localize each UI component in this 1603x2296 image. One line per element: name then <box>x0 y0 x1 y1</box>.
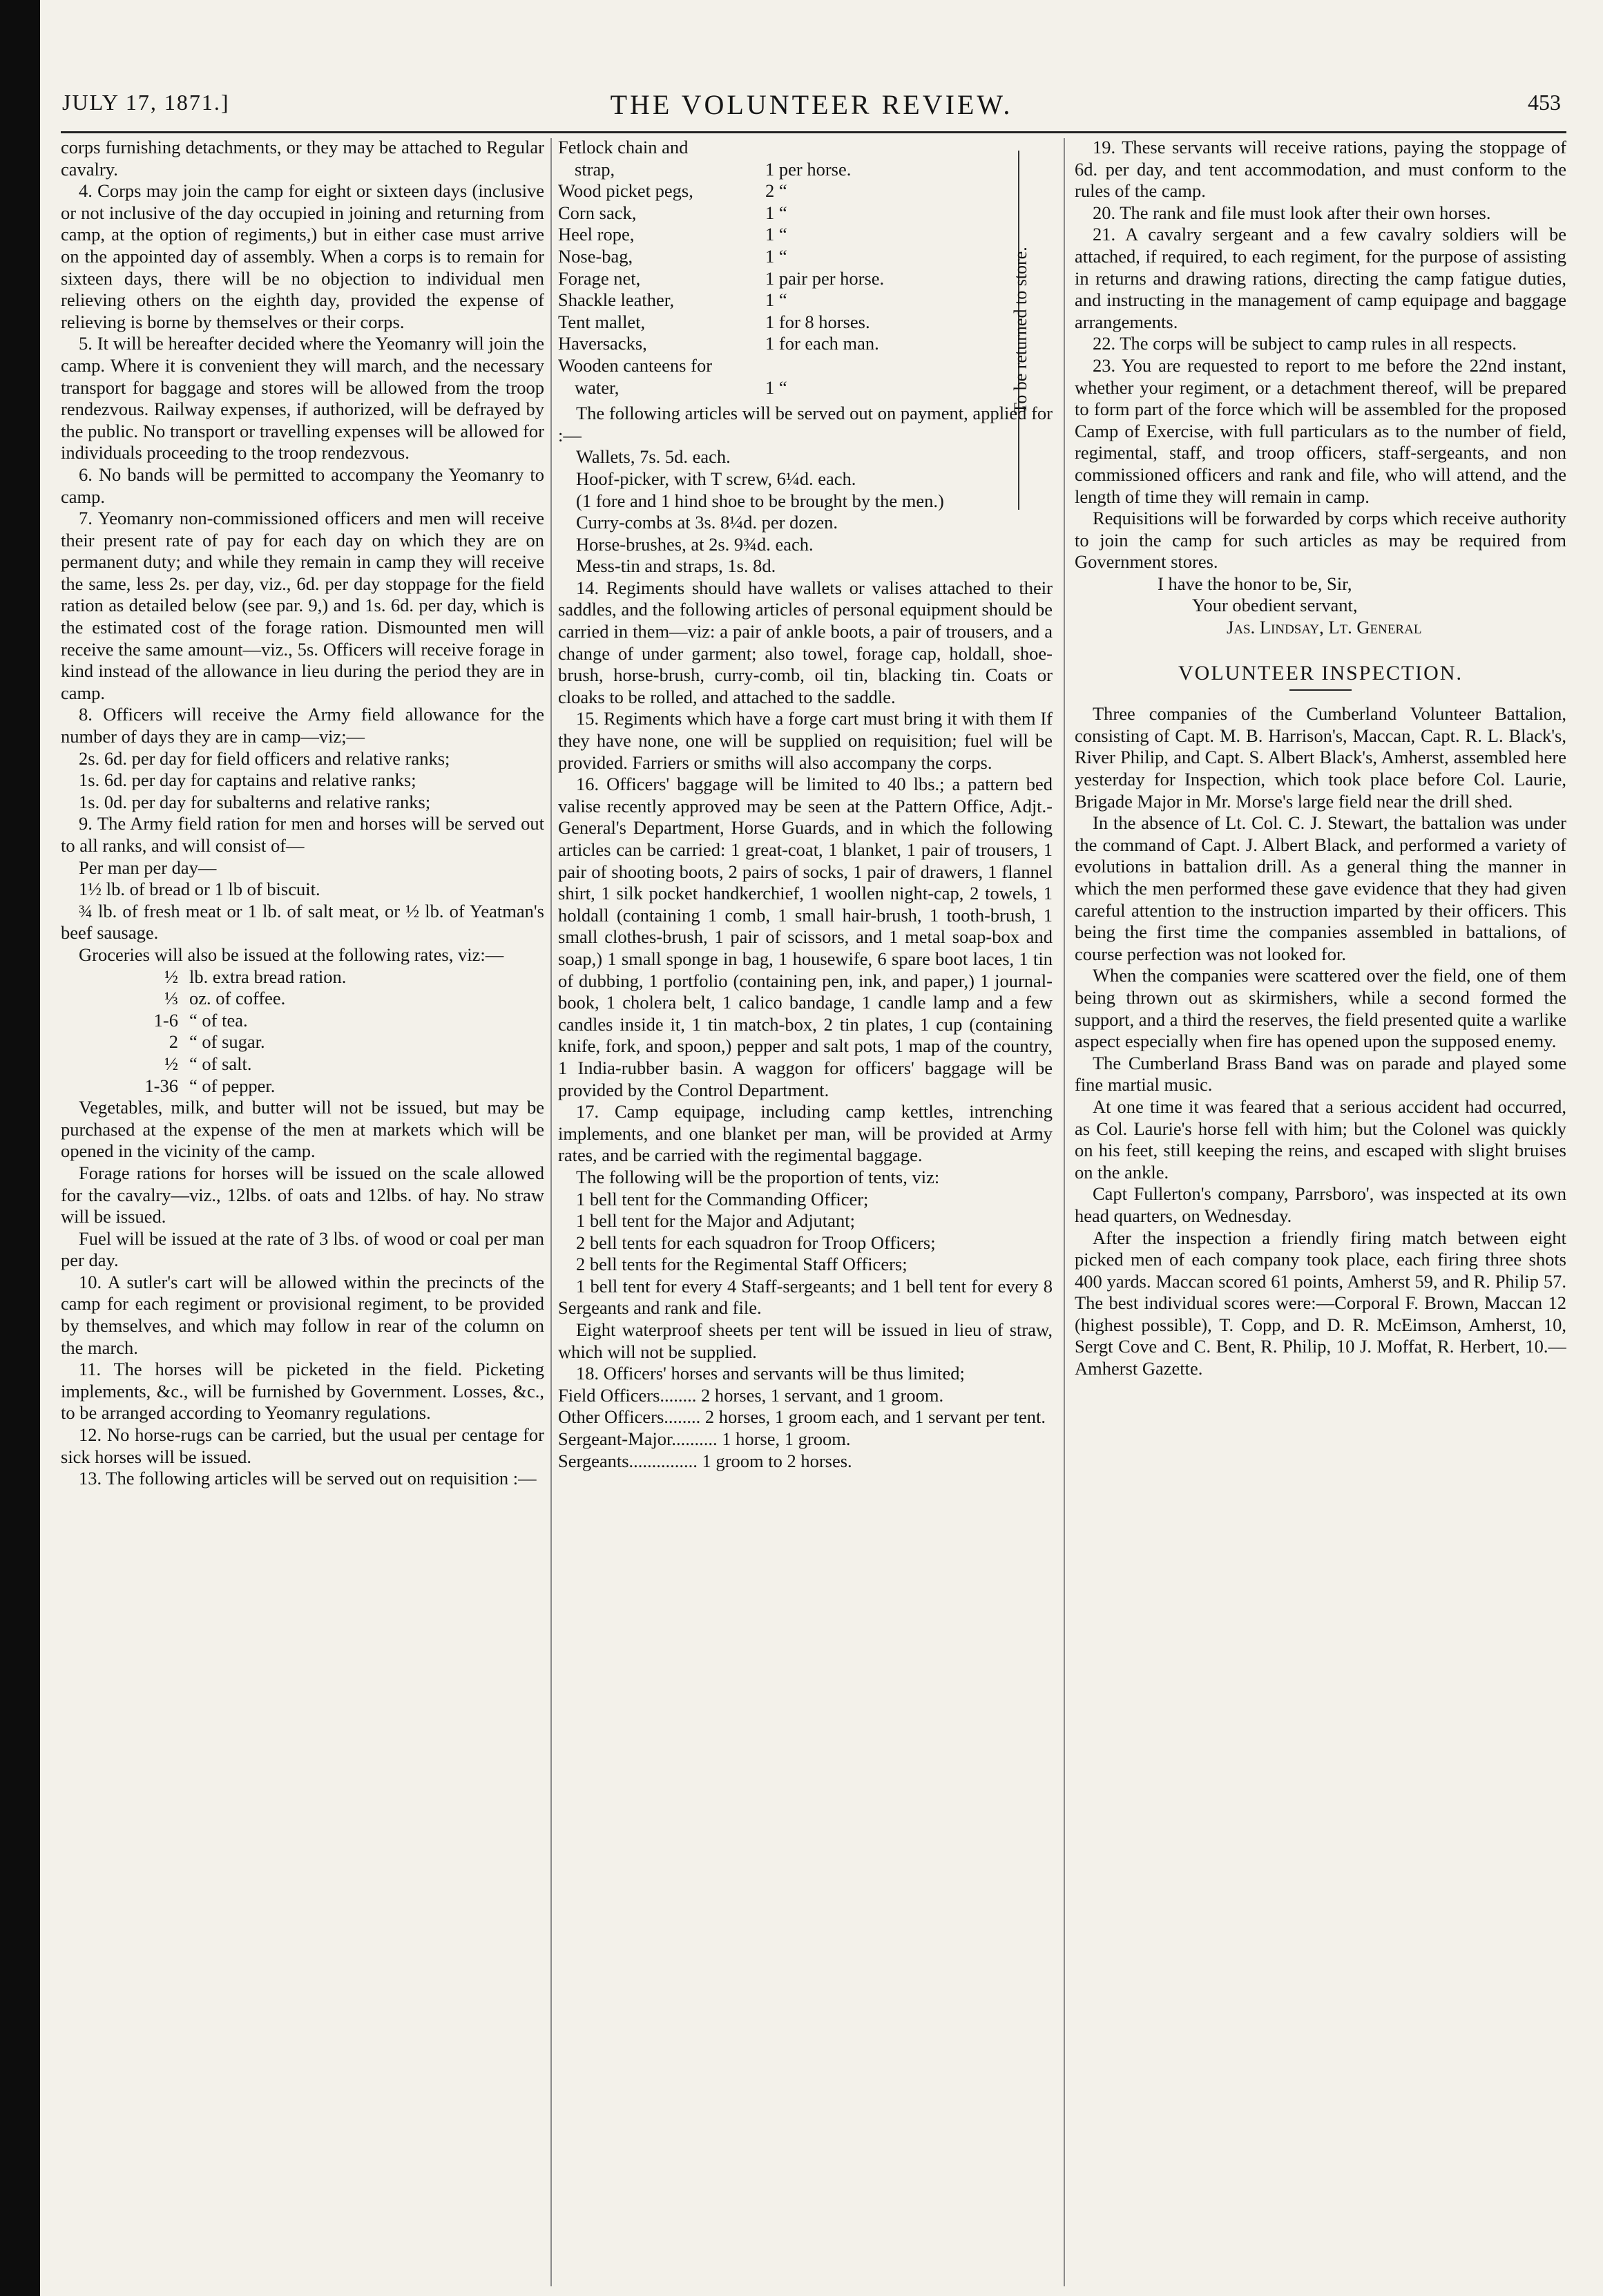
signature-line: I have the honor to be, Sir, <box>1158 573 1352 594</box>
paragraph: The Cumberland Brass Band was on parade and played some fine martial music. <box>1075 1052 1566 1096</box>
paragraph: Capt Fullerton's company, Parrsboro', was inspected at its own head quarters, on Wednesday. <box>1075 1183 1566 1226</box>
paragraph-7: 7. Yeomanry non-commissioned officers and men will receive their present rate of pay for each day on which they are on permanent duty; and while they remain in camp they will receive the same, less 2s. per day, viz., 6d. per day stoppage for the field ration as detailed below (see par. 9,) and 1s. 6d. per day, which is the estimated cost of the forage ration. Dismounted men will receive the same amount—viz., 5s. Officers will receive forage in kind instead of the allowance in lieu during the period they are in camp. <box>61 508 544 703</box>
column-1 <box>61 137 544 2271</box>
page-header <box>48 84 1575 126</box>
tent-item: Eight waterproof sheets per tent will be issued in lieu of straw, which will not be supplied. <box>558 1319 1053 1362</box>
paragraph: In the absence of Lt. Col. C. J. Stewart, the battalion was under the command of Capt. J. Albert Black, and performed a variety of evolutions in battalion drill. As a general thing the manner in which the men performed these gave evidence that they had given careful attention to the instruction imparted by their officers. This being the first time the companies assembled in battalions, of course perfection was not looked for. <box>1075 812 1566 964</box>
table-row: Fetlock chain and <box>558 137 689 157</box>
paragraph: Vegetables, milk, and butter will not be issued, but may be purchased at the expense of the men at markets which will be opened in the vicinity of the camp. <box>61 1097 544 1162</box>
signature-name: Jas. Lindsay, Lt. General <box>1227 617 1422 638</box>
masthead-title: THE VOLUNTEER REVIEW. <box>610 89 1013 120</box>
signature-line: Your obedient servant, <box>1192 595 1358 616</box>
paragraph-5: 5. It will be hereafter decided where the Yeomanry will join the camp. Where it is convenient they will march, and the necessary transport for baggage and stores will be allowed from the troop rendezvous. Railway expenses, if authorized, will be defrayed by the public. No transport or travelling expenses will be allowed for individuals proceeding to the troop rendezvous. <box>61 333 544 463</box>
section-title: VOLUNTEER INSPECTION. <box>1178 661 1463 685</box>
header-rule <box>61 131 1566 133</box>
paragraph: At one time it was feared that a serious accident had occurred, as Col. Laurie's horse fell with him; but the Colonel was quickly on his feet, still keeping the reins, and escaped with slight bruises on the ankle. <box>1075 1096 1566 1183</box>
paragraph-22: 22. The corps will be subject to camp rules in all respects. <box>1093 333 1517 354</box>
payment-item: Wallets, 7s. 5d. each. <box>576 446 731 468</box>
paragraph-12: 12. No horse-rugs can be carried, but the usual per centage for sick horses will be issued. <box>61 1424 544 1467</box>
ration-line: Per man per day— <box>79 857 217 878</box>
paragraph: After the inspection a friendly firing match between eight picked men of each company took place, each firing three shots 400 yards. Maccan scored 61 points, Amherst 59, and R. Philip 57. The best individual scores were:—Corporal F. Brown, Maccan 12 (highest possible), T. Copp, and D. R. McEimson, Amherst, 10, Sergt Cove and C. Bent, R. Philip, 10 J. Moffat, R. Herbert, 10.—Amherst Gazette. <box>1075 1227 1566 1379</box>
list-item: ½ “ of salt. <box>164 1053 252 1074</box>
paragraph-8: 8. Officers will receive the Army field allowance for the number of days they are in camp—viz;— <box>61 704 544 747</box>
payment-item: Mess-tin and straps, 1s. 8d. <box>576 555 776 577</box>
servant-item: Other Officers........ 2 horses, 1 groom each, and 1 servant per tent. <box>558 1406 1046 1428</box>
column-2 <box>558 137 1053 2271</box>
column-rule <box>550 138 552 2286</box>
servant-item: Field Officers........ 2 horses, 1 servant, and 1 groom. <box>558 1384 944 1406</box>
paragraph: The following will be the proportion of tents, viz: <box>576 1166 940 1187</box>
paragraph: Fuel will be issued at the rate of 3 lbs. of wood or coal per man per day. <box>61 1227 544 1271</box>
table-row: Nose-bag, 1 “ <box>558 245 787 267</box>
ration-line: Groceries will also be issued at the following rates, viz:— <box>79 944 504 965</box>
stores-brace-note: To be returned to store. <box>1018 151 1047 510</box>
ration-line: ¾ lb. of fresh meat or 1 lb. of salt meat, or ½ lb. of Yeatman's beef sausage. <box>61 900 544 944</box>
list-item: ⅓ oz. of coffee. <box>164 988 286 1009</box>
tent-item: 2 bell tents for the Regimental Staff Officers; <box>576 1254 908 1275</box>
table-row: Haversacks, 1 for each man. <box>558 333 879 354</box>
stores-table <box>558 137 1053 414</box>
list-item: 1-36 “ of pepper. <box>144 1075 276 1096</box>
section-rule <box>1289 689 1352 691</box>
payment-item: Horse-brushes, at 2s. 9¾d. each. <box>576 533 814 555</box>
paragraph-13: 13. The following articles will be served out on requisition :— <box>79 1468 537 1489</box>
table-row: Wooden canteens for <box>558 354 713 376</box>
paragraph-9: 9. The Army field ration for men and horses will be served out to all ranks, and will consist of— <box>61 813 544 856</box>
ration-line: 1½ lb. of bread or 1 lb of biscuit. <box>79 879 320 900</box>
paragraph-19: 19. These servants will receive rations, paying the stoppage of 6d. per day, and tent accommodation, and must conform to the rules of the camp. <box>1075 137 1566 202</box>
paragraph: The following articles will be served out on payment, applied for :— <box>558 403 1053 446</box>
tent-item: 2 bell tents for each squadron for Troop Officers; <box>576 1232 936 1253</box>
paragraph-17: 17. Camp equipage, including camp kettles, intrenching implements, and one blanket per man, will be provided at Army rates, and be carried with the regimental baggage. <box>558 1101 1053 1166</box>
paragraph-11: 11. The horses will be picketed in the field. Picketing implements, &c., will be furnished by Government. Losses, &c., to be arranged according to Yeomanry regulations. <box>61 1359 544 1424</box>
paragraph: Forage rations for horses will be issued on the scale allowed for the cavalry—viz., 12lbs. of oats and 12lbs. of hay. No straw will be issued. <box>61 1162 544 1227</box>
page-number: 453 <box>1528 90 1561 115</box>
table-row: Heel rope, 1 “ <box>558 224 787 245</box>
list-item: 1-6 “ of tea. <box>153 1009 248 1031</box>
list-item: 2 “ of sugar. <box>169 1031 265 1053</box>
table-row: Forage net, 1 pair per horse. <box>558 267 885 289</box>
payment-item: Hoof-picker, with T screw, 6¼d. each. <box>576 468 856 489</box>
paragraph-23: 23. You are requested to report to me before the 22nd instant, whether your regiment, or a detachment thereof, will be prepared to form part of the force which will be assembled for the proposed Camp of Exercise, with full particulars as to the number of field, regimental, staff, and troop officers, staff-sergeants, and non commissioned officers and rank and file, who will attend, and the length of time they will remain in camp. <box>1075 354 1566 507</box>
table-row: water, 1 “ <box>575 376 787 398</box>
column-rule <box>1064 138 1065 2286</box>
paragraph: Three companies of the Cumberland Volunteer Battalion, consisting of Capt. M. B. Harrison's, Maccan, Capt. R. L. Black's, River Philip, and Capt. S. Albert Black's, Amherst, assembled here yesterday for Inspection, which took place before Col. Laurie, Brigade Major in Mr. Morse's large field near the drill shed. <box>1075 703 1566 812</box>
paragraph-16: 16. Officers' baggage will be limited to 40 lbs.; a pattern bed valise recently approved may be seen at the Pattern Office, Adjt.-General's Department, Horse Guards, and in which the following articles can be carried: 1 great-coat, 1 blanket, 1 pair of trousers, 1 pair of shooting boots, 2 pairs of socks, 1 pair of drawers, 1 flannel shirt, 1 silk pocket handkerchief, 1 woollen night-cap, 2 towels, 1 holdall (containing 1 comb, 1 small hair-brush, 1 tooth-brush, 1 small clothes-brush, 1 pair of scissors, and 1 metal soap-box and soap,) 1 small sponge in bag, 1 housewife, 6 spare boot laces, 1 tin of dubbing, 1 portfolio (containing pen, ink, and paper,) 1 journal-book, 1 cholera belt, 1 calico bandage, 1 candle lamp and a few candles inside it, 1 tin match-box, 2 tin plates, 1 cup (containing knife, fork, and spoon,) pepper and salt pots, 1 map of the country, 1 India-rubber basin. A waggon for officers' baggage will be provided by the Control Department. <box>558 774 1053 1100</box>
allowance-line: 1s. 0d. per day for subalterns and relative ranks; <box>79 791 431 812</box>
header-date: JULY 17, 1871.] <box>62 90 230 115</box>
paragraph-4: 4. Corps may join the camp for eight or sixteen days (inclusive or not inclusive of the day occupied in joining and returning from camp, at the option of regiments,) but in either case must arrive on the appointed day of assembly. When a corps is to remain for sixteen days, there will be no objection to individual men relieving others on the eighth day, provided the expense of relieving is borne by themselves or their corps. <box>61 180 544 332</box>
paragraph: corps furnishing detachments, or they may be attached to Regular cavalry. <box>61 137 544 180</box>
servant-item: Sergeant-Major.......... 1 horse, 1 groom. <box>558 1428 851 1450</box>
allowance-line: 1s. 6d. per day for captains and relative ranks; <box>79 769 416 791</box>
paragraph-15: 15. Regiments which have a forge cart must bring it with them If they have none, one will be supplied on requisition; fuel will be provided. Farriers or smiths will also accompany the corps. <box>558 708 1053 773</box>
paragraph-14: 14. Regiments should have wallets or valises attached to their saddles, and the following articles of personal equipment should be carried in them—viz: a pair of ankle boots, a pair of trousers, and a change of under garment; also towel, forage cap, holdall, shoe-brush, horse-brush, curry-comb, oil tin, blacking tin. Coats or cloaks to be rolled, and attached to the saddle. <box>558 577 1053 707</box>
payment-item: (1 fore and 1 hind shoe to be brought by the men.) <box>576 490 944 511</box>
paragraph-10: 10. A sutler's cart will be allowed within the precincts of the camp for each regiment or provisional regiment, to be provided by themselves, and which may follow in rear of the column on the march. <box>61 1271 544 1358</box>
tent-item: 1 bell tent for the Major and Adjutant; <box>576 1210 856 1232</box>
servant-item: Sergeants............... 1 groom to 2 horses. <box>558 1450 852 1471</box>
list-item: ½ lb. extra bread ration. <box>164 966 347 987</box>
table-row: Wood picket pegs, 2 “ <box>558 180 787 202</box>
column-3 <box>1075 137 1566 2271</box>
paragraph-20: 20. The rank and file must look after their own horses. <box>1093 202 1491 223</box>
tent-item: 1 bell tent for the Commanding Officer; <box>576 1188 869 1209</box>
scan-binding-edge <box>0 0 40 2296</box>
table-row: Shackle leather, 1 “ <box>558 289 787 311</box>
paragraph-21: 21. A cavalry sergeant and a few cavalry soldiers will be attached, if required, to each regiment, for the purpose of assisting in returns and drawing rations, directing the camp fatigue duties, and instructing in the management of camp equipage and baggage arrangements. <box>1075 224 1566 332</box>
allowance-line: 2s. 6d. per day for field officers and relative ranks; <box>79 747 450 769</box>
tent-item: 1 bell tent for every 4 Staff-sergeants; and 1 bell tent for every 8 Sergeants and rank and file. <box>558 1275 1053 1319</box>
paragraph: When the companies were scattered over the field, one of them being thrown out as skirmishers, while a second formed the support, and a third the reserves, the field presented quite a warlike aspect especially when fire has opened upon the supposed enemy. <box>1075 965 1566 1052</box>
table-row: strap, 1 per horse. <box>575 158 852 180</box>
paragraph-6: 6. No bands will be permitted to accompany the Yeomanry to camp. <box>61 463 544 507</box>
paragraph-18: 18. Officers' horses and servants will be thus limited; <box>576 1363 965 1384</box>
table-row: Corn sack, 1 “ <box>558 202 787 223</box>
table-row: Tent mallet, 1 for 8 horses. <box>558 311 870 332</box>
payment-item: Curry-combs at 3s. 8¼d. per dozen. <box>576 512 838 533</box>
paragraph: Requisitions will be forwarded by corps which receive authority to join the camp for such articles as may be required from Government stores. <box>1075 508 1566 573</box>
grocery-rations-list <box>61 966 544 1098</box>
